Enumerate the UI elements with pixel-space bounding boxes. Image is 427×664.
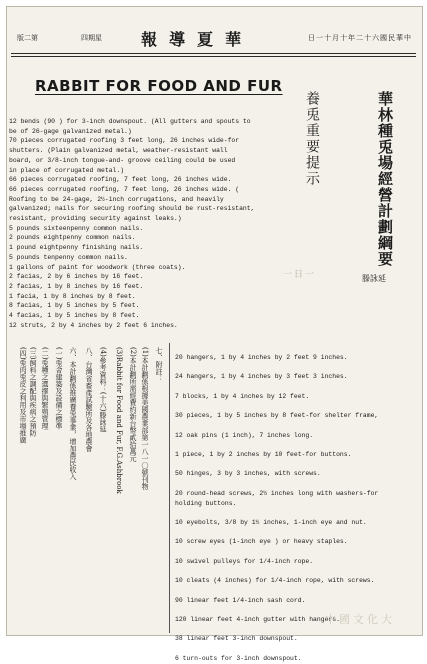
watermark: 中國文化大	[325, 613, 395, 626]
list-item: resistant, providing security against leaks.)	[9, 215, 182, 223]
list-item: 1 gallons of paint for woodwork (three coats).	[9, 263, 186, 271]
chinese-title: 華林種兎場經營計劃綱要	[376, 91, 394, 267]
list-item: 70 pieces corrugated roofing 3 feet long, 26 inches wide-for	[9, 137, 240, 145]
masthead: 報導夏華	[141, 30, 254, 49]
header-rule	[11, 53, 416, 54]
chinese-text-column: 六、本計劃係推廣養兎事業，增加農民收入	[69, 347, 77, 480]
chinese-text-column: (4)參考資料：(十六)滕詠延	[99, 347, 107, 433]
list-item: 30 pieces, 1 by 5 inches by 8 feet-for shelter frame,	[175, 412, 379, 420]
list-item: 6 turn-outs for 3-inch downspout.	[175, 654, 302, 662]
list-item: in place of corrugated metal.)	[9, 166, 125, 174]
list-item	[175, 644, 419, 654]
list-item: 1 piece, 1 by 2 inches by 10 feet-for buttons.	[175, 451, 352, 459]
list-item: holding buttons.	[175, 499, 237, 507]
chinese-text-column: 七、附註：	[155, 347, 163, 382]
list-item: 12 bends (90 ) for 3-inch downspout. (All gutters and spouts to	[9, 118, 251, 125]
list-item: 38 linear feet 3-inch downspout.	[175, 635, 298, 643]
list-item: 66 pieces corrugated roofing, 7 feet long, 26 inches wide. (	[9, 185, 240, 193]
chinese-subtitle: 養兎重要提示	[304, 91, 320, 187]
list-item: 50 hinges, 3 by 3 inches, with screws.	[175, 470, 321, 478]
list-item	[175, 402, 419, 412]
list-item: Roofing to be 24-gage, 2½-inch corrugations, and heavily	[9, 195, 224, 203]
chinese-text-column: (一)兎舍建築及設備之標準	[55, 347, 63, 430]
newspaper-page	[6, 6, 423, 662]
list-item	[175, 382, 419, 392]
list-item: 8 facias, 1 by 5 inches by 5 feet.	[9, 302, 140, 310]
list-item: 10 swivel pulleys for 1/4-inch rope.	[175, 557, 314, 565]
list-item	[175, 586, 419, 596]
list-item: 12 oak pins (1 inch), 7 inches long.	[175, 431, 314, 439]
stamp-text: 一日一	[283, 270, 317, 280]
list-item: galvanized; nails for securing roofing should be rust-resistant,	[9, 205, 255, 213]
page-number: 版二第	[17, 34, 38, 42]
list-item: 90 linear feet 1/4-inch sash cord.	[175, 596, 306, 604]
list-item	[175, 547, 419, 557]
issue-date: 日一十月十年二十六國民華中	[308, 34, 412, 42]
list-item	[175, 508, 419, 518]
list-item: 2 facias, 1 by 8 inches by 16 feet.	[9, 282, 144, 290]
chinese-text-column: 八、台灣省畜產試驗所及各地農會	[85, 347, 93, 452]
list-item	[175, 566, 419, 576]
list-item: 10 eyebolts, 3/8 by 1½ inches, 1-inch eye and nut.	[175, 518, 367, 526]
list-item: be of 26-gage galvanized metal.)	[9, 127, 132, 135]
list-item: 7 blocks, 1 by 4 inches by 12 feet.	[175, 392, 310, 400]
chinese-text-column: (三)飼料之調配與疾病之預防	[29, 347, 37, 437]
chinese-text-column: (四)兎肉兎皮之利用及市場推廣	[19, 347, 27, 444]
newspaper-header	[11, 27, 416, 51]
list-item: 20 hangers, 1 by 4 inches by 2 feet 9 inches.	[175, 354, 348, 361]
list-item: shutters. (Plain galvanized metal, weather-resistant wall	[9, 147, 228, 155]
list-item: 10 screw eyes (1-inch eye ) or heavy staples.	[175, 538, 348, 546]
chinese-text-column: (1)本計劃係根據美國農業部第一八一〇號刊物	[141, 347, 149, 490]
chinese-text-column: (2)本計劃所需經費約新台幣貳拾萬元	[129, 347, 137, 462]
list-item	[175, 421, 419, 431]
chinese-text-column: (二)兎種之選擇與繁殖管理	[41, 347, 49, 430]
list-item: 5 pounds sixteenpenny common nails.	[9, 224, 144, 232]
list-item	[175, 479, 419, 489]
list-item: 2 facias, 2 by 6 inches by 16 feet.	[9, 273, 144, 281]
list-item: 4 facias, 1 by 5 inches by 8 feet.	[9, 312, 140, 320]
author: 滕詠延	[362, 274, 386, 283]
list-item	[175, 440, 419, 450]
header-rule-2	[11, 56, 416, 57]
column-divider	[169, 343, 170, 633]
list-item	[175, 528, 419, 538]
list-item: 24 hangers, 1 by 4 inches by 3 feet 3 inches.	[175, 373, 348, 381]
chinese-text-column: (3)Rabbit for Food and Fur, F.G.Ashbrook	[115, 347, 123, 494]
list-item: 12 struts, 2 by 4 inches by 2 feet 6 inches.	[9, 321, 178, 329]
list-item: 120 linear feet 4-inch gutter with hangers.	[175, 615, 340, 623]
list-item: board, or 3/8-inch tongue-and- groove ceiling could be used	[9, 156, 236, 164]
list-item	[175, 363, 419, 373]
materials-list-1	[9, 117, 293, 330]
list-item: 5 pounds tenpenny common nails.	[9, 253, 128, 261]
list-item: 1 facia, 1 by 8 inches by 8 feet.	[9, 292, 136, 300]
weekday: 四期星	[81, 34, 102, 42]
list-item: 20 round-head screws, 2½ inches long with washers-for	[175, 489, 379, 497]
article-title: RABBIT FOR FOOD AND FUR	[35, 77, 283, 95]
list-item: 66 pieces corrugated roofing, 7 feet long, 26 inches wide.	[9, 176, 232, 184]
list-item	[175, 460, 419, 470]
list-item: 10 cleats (4 inches) for 1/4-inch rope, with screws.	[175, 577, 375, 585]
list-item: 2 pounds eightpenny common nails.	[9, 234, 136, 242]
list-item: 1 pound eightpenny finishing nails.	[9, 244, 144, 252]
